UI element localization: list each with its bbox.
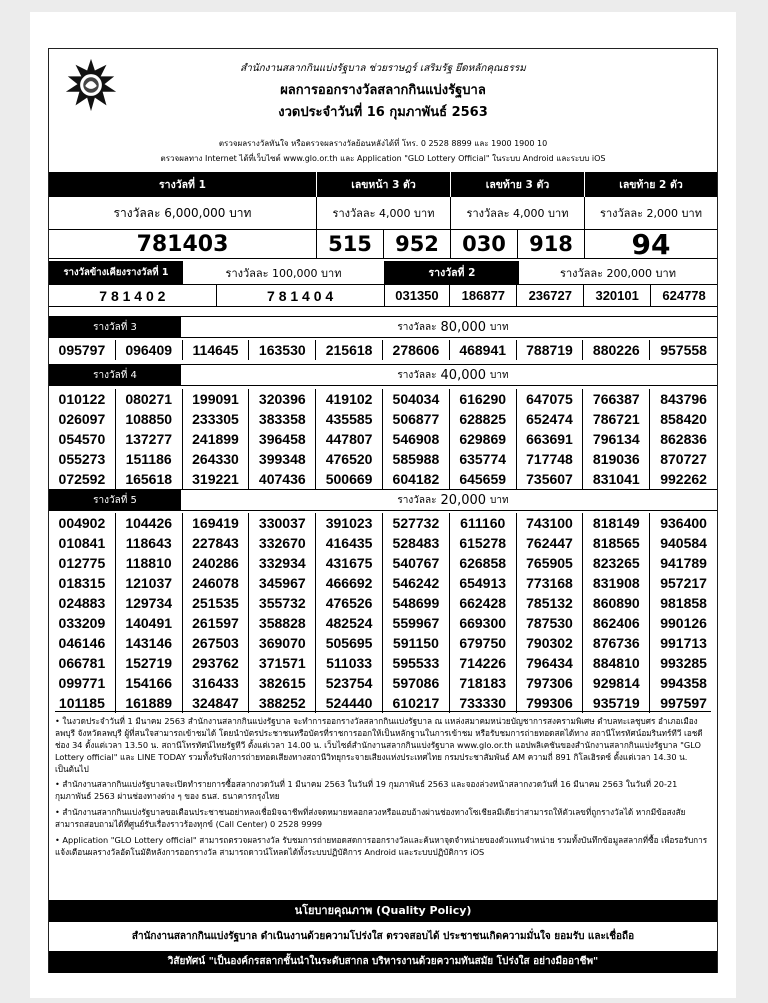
second-prize-number: 031350 [385, 285, 451, 306]
fifth-prize-number: 523754 [316, 673, 383, 693]
fourth-prize-number: 663691 [517, 429, 584, 449]
back2-amount: รางวัลละ 2,000 บาท [600, 207, 702, 220]
fifth-prize-number: 929814 [583, 673, 650, 693]
fourth-prize-number: 652474 [517, 409, 584, 429]
note-item: • Application "GLO Lottery official" สามารถตรวจผลรางวัล รับชมการถ่ายทอดสดการออกรางวัลและค้นหาจุดจำหน่ายของตัวแทนจำหน่าย รวมทั้งบันทึกข้อมูลสลากที่ซื้อ เพื่อรอรับการแจ้งเตือนผลรางวัลอัตโนมัติหลังการออกรางวัล สามารถดาวน์โหลดได้ทั้งระบบปฏิบัติการ Android และระบบปฏิบัติการ iOS [55, 835, 708, 857]
fifth-prize-number: 799306 [517, 693, 584, 713]
fifth-prize-number: 261597 [183, 613, 250, 633]
fourth-prize-number: 546908 [383, 429, 450, 449]
fifth-prize-number: 227843 [183, 533, 250, 553]
fifth-prize-number: 990126 [660, 615, 707, 631]
fifth-prize-number: 476526 [316, 593, 383, 613]
fifth-prize-number: 154166 [116, 673, 183, 693]
fifth-prize-number: 104426 [116, 513, 183, 533]
fourth-prize-amount: รางวัลละ 40,000 บาท [397, 367, 509, 383]
first-prize-label: รางวัลที่ 1 [49, 172, 317, 197]
second-prize-number: 320101 [584, 285, 651, 306]
fourth-prize-number: 396458 [249, 429, 316, 449]
fifth-prize-number: 140491 [116, 613, 183, 633]
near-prize-amount: รางวัลละ 100,000 บาท [183, 261, 385, 284]
fifth-prize-number: 654913 [450, 573, 517, 593]
second-prize-number: 624778 [662, 288, 706, 303]
fifth-prize-number: 251535 [183, 593, 250, 613]
top-prize-amounts [49, 197, 717, 230]
agency-slogan: สำนักงานสลากกินแบ่งรัฐบาล ช่วยราษฎร์ เสริมรัฐ ยึดหลักคุณธรรม [240, 63, 526, 74]
fifth-prize-number: 324847 [183, 693, 250, 713]
fifth-prize-number: 505695 [316, 633, 383, 653]
fifth-prize-number: 046146 [49, 633, 116, 653]
fourth-prize-number: 026097 [49, 409, 116, 429]
fourth-prize-number: 055273 [49, 449, 116, 469]
fifth-prize-number: 662428 [450, 593, 517, 613]
lottery-result-sheet [48, 48, 718, 973]
first-prize-number: 781403 [49, 230, 317, 258]
fifth-prize-number: 548699 [383, 593, 450, 613]
fifth-prize-number: 010841 [49, 533, 116, 553]
fourth-prize-number: 264330 [183, 449, 250, 469]
fourth-prize-number: 616290 [450, 389, 517, 409]
fourth-prize-number: 831041 [583, 469, 650, 489]
fifth-prize-number: 559967 [383, 613, 450, 633]
fourth-prize-number: 862836 [660, 431, 707, 447]
fifth-prize-number: 981858 [660, 595, 707, 611]
fifth-prize-number: 316433 [183, 673, 250, 693]
fifth-prize-number: 669300 [450, 613, 517, 633]
fourth-prize-number: 858420 [660, 411, 707, 427]
third-prize-number: 215618 [316, 340, 383, 360]
fifth-prize-number: 431675 [316, 553, 383, 573]
fourth-prize-number: 506877 [383, 409, 450, 429]
fourth-prize-number: 233305 [183, 409, 250, 429]
fifth-prize-number: 597086 [383, 673, 450, 693]
fifth-prize-number: 129734 [116, 593, 183, 613]
fourth-prize-number: 629869 [450, 429, 517, 449]
second-prize-label: รางวัลที่ 2 [385, 261, 519, 284]
fifth-prize-number: 143146 [116, 633, 183, 653]
fifth-prize-number: 823265 [583, 553, 650, 573]
fifth-prize-number: 997597 [660, 695, 707, 711]
fifth-prize-number: 595533 [383, 653, 450, 673]
fourth-prize-number: 647075 [517, 389, 584, 409]
back2-number: 94 [631, 227, 671, 261]
second-prize-number: 186877 [450, 285, 517, 306]
fifth-prize-number: 591150 [383, 633, 450, 653]
fifth-prize-number: 161889 [116, 693, 183, 713]
top-prize-labels [49, 172, 717, 197]
fifth-prize-number: 941789 [660, 555, 707, 571]
front3-label: เลขหน้า 3 ตัว [317, 172, 451, 197]
quality-policy-title: นโยบายคุณภาพ (Quality Policy) [49, 900, 717, 922]
back2-label: เลขท้าย 2 ตัว [585, 172, 717, 197]
fourth-prize-number: 419102 [316, 389, 383, 409]
fifth-prize-number: 860890 [583, 593, 650, 613]
fourth-prize-number: 504034 [383, 389, 450, 409]
fifth-prize-number: 246078 [183, 573, 250, 593]
fourth-prize-number: 108850 [116, 409, 183, 429]
fifth-prize-number: 332670 [249, 533, 316, 553]
fifth-prize-number: 527732 [383, 513, 450, 533]
fifth-prize-number: 388252 [249, 693, 316, 713]
third-prize-grid [49, 340, 717, 360]
fourth-prize-number: 766387 [583, 389, 650, 409]
fifth-prize-label: รางวัลที่ 5 [49, 490, 181, 510]
third-prize-label: รางวัลที่ 3 [49, 317, 181, 337]
fifth-prize-number: 121037 [116, 573, 183, 593]
fifth-prize-number: 993285 [660, 655, 707, 671]
fifth-prize-number: 611160 [450, 513, 517, 533]
fourth-prize-number: 137277 [116, 429, 183, 449]
fourth-prize-number: 407436 [249, 469, 316, 489]
page-title: ผลการออกรางวัลสลากกินแบ่งรัฐบาล [280, 83, 486, 98]
fifth-prize-grid [49, 513, 717, 713]
fourth-prize-number: 476520 [316, 449, 383, 469]
fourth-prize-number: 635774 [450, 449, 517, 469]
first-prize-amount: รางวัลละ 6,000,000 บาท [49, 197, 317, 229]
fourth-prize-number: 080271 [116, 389, 183, 409]
fourth-prize-label: รางวัลที่ 4 [49, 365, 181, 385]
second-prize-number: 236727 [517, 285, 584, 306]
fifth-prize-number: 012775 [49, 553, 116, 573]
fifth-prize-number: 482524 [316, 613, 383, 633]
front3-number: 952 [384, 230, 451, 258]
fifth-prize-number: 358828 [249, 613, 316, 633]
fourth-prize-number: 796134 [583, 429, 650, 449]
fourth-prize-number: 819036 [583, 449, 650, 469]
fifth-prize-number: 355732 [249, 593, 316, 613]
back3-label: เลขท้าย 3 ตัว [451, 172, 585, 197]
near-prize-label: รางวัลข้างเคียงรางวัลที่ 1 [49, 261, 183, 284]
fourth-prize-number: 399348 [249, 449, 316, 469]
third-prize-number: 880226 [583, 340, 650, 360]
fourth-prize-grid [49, 389, 717, 489]
fourth-prize-number: 735607 [517, 469, 584, 489]
fourth-prize-number: 319221 [183, 469, 250, 489]
fifth-prize-number: 679750 [450, 633, 517, 653]
fifth-prize-number: 169419 [183, 513, 250, 533]
fifth-prize-number: 345967 [249, 573, 316, 593]
fourth-prize-number: 054570 [49, 429, 116, 449]
fifth-prize-number: 416435 [316, 533, 383, 553]
fourth-prize-number: 199091 [183, 389, 250, 409]
fifth-prize-number: 391023 [316, 513, 383, 533]
note-item: • สำนักงานสลากกินแบ่งรัฐบาลจะเปิดทำรายการซื้อสลากงวดวันที่ 1 มีนาคม 2563 ในวันที่ 19 กุมภาพันธ์ 2563 และจองล่วงหน้าสลากงวดวันที่ 16 มีนาคม 2563 ในวันที่ 20-21 กุมภาพันธ์ 2563 ผ่านช่องทางต่าง ๆ ของ ธนส. ธนาคารกรุงไทย [55, 779, 678, 802]
fourth-prize-number: 717748 [517, 449, 584, 469]
fifth-prize-number: 267503 [183, 633, 250, 653]
fifth-prize-number: 714226 [450, 653, 517, 673]
fifth-prize-number: 118643 [116, 533, 183, 553]
fourth-prize-number: 241899 [183, 429, 250, 449]
fifth-prize-number: 773168 [517, 573, 584, 593]
back3-amount: รางวัลละ 4,000 บาท [451, 197, 585, 229]
fifth-prize-number: 540767 [383, 553, 450, 573]
back3-number: 030 [451, 230, 518, 258]
third-prize-number: 788719 [517, 340, 584, 360]
fifth-prize-number: 743100 [517, 513, 584, 533]
fifth-prize-number: 332934 [249, 553, 316, 573]
third-prize-number: 096409 [116, 340, 183, 360]
third-prize-number: 095797 [49, 340, 116, 360]
fourth-prize-number: 843796 [660, 391, 707, 407]
vision-statement: วิสัยทัศน์ "เป็นองค์กรสลากชั้นนำในระดับสากล บริหารงานด้วยความทันสมัย โปร่งใส อย่างมืออาชีพ" [49, 951, 717, 973]
phone-info: ตรวจผลรางวัลทันใจ หรือตรวจผลรางวัลย้อนหลังได้ที่ โทร. 0 2528 8899 และ 1900 1900 10 [218, 139, 548, 148]
header [49, 49, 717, 120]
near-second-numbers [49, 285, 717, 307]
fifth-prize-number: 733330 [450, 693, 517, 713]
near-prize-number: 7 8 1 4 0 2 [49, 285, 217, 306]
third-prize-number: 468941 [450, 340, 517, 360]
fourth-prize-number: 447807 [316, 429, 383, 449]
fifth-prize-number: 790302 [517, 633, 584, 653]
note-item: • ในงวดประจำวันที่ 1 มีนาคม 2563 สำนักงานสลากกินแบ่งรัฐบาล จะทำการออกรางวัลสลากกินแบ่งรัฐบาล ณ แหล่งสมาคมหน่วยบัญชาการสงครามพิเศษ ตำบลทะเลชุบศร อำเภอเมืองลพบุรี จังหวัดลพบุรี ผู้ที่สนใจสามารถเข้าชมได้ โดยนำบัตรประชาชนหรือบัตรที่ราชการออกให้เป็นหลักฐานในการเข้าชม หรือรับชมการถ่ายทอดสดได้ทาง สถานีโทรทัศน์อมรินทร์ทีวี เอชดี ช่อง 34 ตั้งแต่เวลา 13.50 น. สถานีโทรทัศน์ไทยรัฐทีวี ตั้งแต่เวลา 14.00 น. เว็บไซต์สำนักงานสลากกินแบ่งรัฐบาล www.glo.or.th แอปพลิเคชันของสำนักงานสลากกินแบ่งรัฐบาล "GLO Lottery official" และ LINE TODAY รวมทั้งรับฟังการถ่ายทอดเสียงทางสถานีวิทยุกระจายเสียงแห่งประเทศไทย กรมประชาสัมพันธ์ AM ความถี่ 891 กิโลเฮิรตซ์ ตั้งแต่เวลา 14.30 น. เป็นต้นไป [55, 716, 703, 774]
fifth-prize-number: 371571 [249, 653, 316, 673]
fifth-prize-amount: รางวัลละ 20,000 บาท [397, 492, 509, 508]
third-prize-number: 114645 [183, 340, 250, 360]
fifth-prize-number: 818565 [583, 533, 650, 553]
fifth-prize-number: 862406 [583, 613, 650, 633]
second-prize-amount: รางวัลละ 200,000 บาท [560, 266, 676, 280]
fifth-prize-number: 382615 [249, 673, 316, 693]
fourth-prize-number: 604182 [383, 469, 450, 489]
fifth-prize-number: 876736 [583, 633, 650, 653]
back3-number: 918 [518, 230, 585, 258]
fourth-prize-number: 151186 [116, 449, 183, 469]
top-prize-numbers [49, 227, 717, 261]
fifth-prize-number: 024883 [49, 593, 116, 613]
draw-date: งวดประจำวันที่ 16 กุมภาพันธ์ 2563 [278, 105, 488, 120]
fifth-prize-number: 018315 [49, 573, 116, 593]
fifth-prize-number: 066781 [49, 653, 116, 673]
fifth-prize-number: 369070 [249, 633, 316, 653]
fifth-prize-number: 033209 [49, 613, 116, 633]
third-prize-number: 163530 [249, 340, 316, 360]
fourth-prize-number: 435585 [316, 409, 383, 429]
fifth-prize-number: 818149 [583, 513, 650, 533]
fifth-prize-number: 797306 [517, 673, 584, 693]
fourth-prize-number: 010122 [49, 389, 116, 409]
fifth-prize-number: 615278 [450, 533, 517, 553]
fourth-prize-header [49, 364, 717, 386]
fifth-prize-number: 004902 [49, 513, 116, 533]
fifth-prize-number: 240286 [183, 553, 250, 573]
fifth-prize-number: 293762 [183, 653, 250, 673]
third-prize-number: 957558 [660, 342, 707, 358]
fifth-prize-number: 796434 [517, 653, 584, 673]
fifth-prize-number: 940584 [660, 535, 707, 551]
fifth-prize-number: 884810 [583, 653, 650, 673]
fourth-prize-number: 628825 [450, 409, 517, 429]
fifth-prize-number: 330037 [249, 513, 316, 533]
third-prize-amount: รางวัลละ 80,000 บาท [397, 319, 509, 335]
near-second-header [49, 261, 717, 285]
note-item: • สำนักงานสลากกินแบ่งรัฐบาลขอเตือนประชาชนอย่าหลงเชื่อมิจฉาชีพที่ส่งจดหมายหลอกลวงหรือแอบอ้างผ่านช่องทางโซเชียลมีเดียว่าสามารถให้ตัวเลขที่ถูกรางวัลได้ หากมีข้อสงสัย สามารถสอบถามได้ที่ศูนย์รับเรื่องราวร้องทุกข์ (Call Center) 0 2528 9999 [55, 807, 686, 830]
quality-policy-text: สำนักงานสลากกินแบ่งรัฐบาล ดำเนินงานด้วยความโปร่งใส ตรวจสอบได้ ประชาชนเกิดความมั่นใจ ยอมรับ และเชื่อถือ [131, 931, 635, 942]
fifth-prize-number: 118810 [116, 553, 183, 573]
fifth-prize-number: 765905 [517, 553, 584, 573]
fourth-prize-number: 500669 [316, 469, 383, 489]
third-prize-header [49, 316, 717, 338]
near-prize-number: 7 8 1 4 0 4 [217, 285, 385, 306]
fifth-prize-number: 101185 [49, 693, 116, 713]
fifth-prize-number: 785132 [517, 593, 584, 613]
fourth-prize-number: 165618 [116, 469, 183, 489]
notes [55, 711, 711, 863]
fifth-prize-number: 936400 [660, 515, 707, 531]
front3-number: 515 [317, 230, 384, 258]
fifth-prize-number: 957217 [660, 575, 707, 591]
fifth-prize-number: 626858 [450, 553, 517, 573]
fifth-prize-number: 511033 [316, 653, 383, 673]
fifth-prize-header [49, 489, 717, 511]
fifth-prize-number: 528483 [383, 533, 450, 553]
fifth-prize-number: 546242 [383, 573, 450, 593]
fourth-prize-number: 585988 [383, 449, 450, 469]
fifth-prize-number: 994358 [660, 675, 707, 691]
fifth-prize-number: 152719 [116, 653, 183, 673]
third-prize-number: 278606 [383, 340, 450, 360]
fifth-prize-number: 099771 [49, 673, 116, 693]
fourth-prize-number: 383358 [249, 409, 316, 429]
fourth-prize-number: 645659 [450, 469, 517, 489]
fourth-prize-number: 786721 [583, 409, 650, 429]
fifth-prize-number: 991713 [660, 635, 707, 651]
fifth-prize-number: 524440 [316, 693, 383, 713]
internet-info: ตรวจผลทาง Internet ได้ที่เว็บไซต์ www.glo.or.th และ Application "GLO Lottery Official" ในระบบ Android และระบบ iOS [160, 154, 606, 163]
fourth-prize-number: 072592 [49, 469, 116, 489]
fourth-prize-number: 992262 [660, 471, 707, 487]
fourth-prize-number: 870727 [660, 451, 707, 467]
fifth-prize-number: 610217 [383, 693, 450, 713]
fifth-prize-number: 787530 [517, 613, 584, 633]
front3-amount: รางวัลละ 4,000 บาท [317, 197, 451, 229]
fifth-prize-number: 466692 [316, 573, 383, 593]
fifth-prize-number: 762447 [517, 533, 584, 553]
fourth-prize-number: 320396 [249, 389, 316, 409]
fifth-prize-number: 831908 [583, 573, 650, 593]
fifth-prize-number: 935719 [583, 693, 650, 713]
fifth-prize-number: 718183 [450, 673, 517, 693]
